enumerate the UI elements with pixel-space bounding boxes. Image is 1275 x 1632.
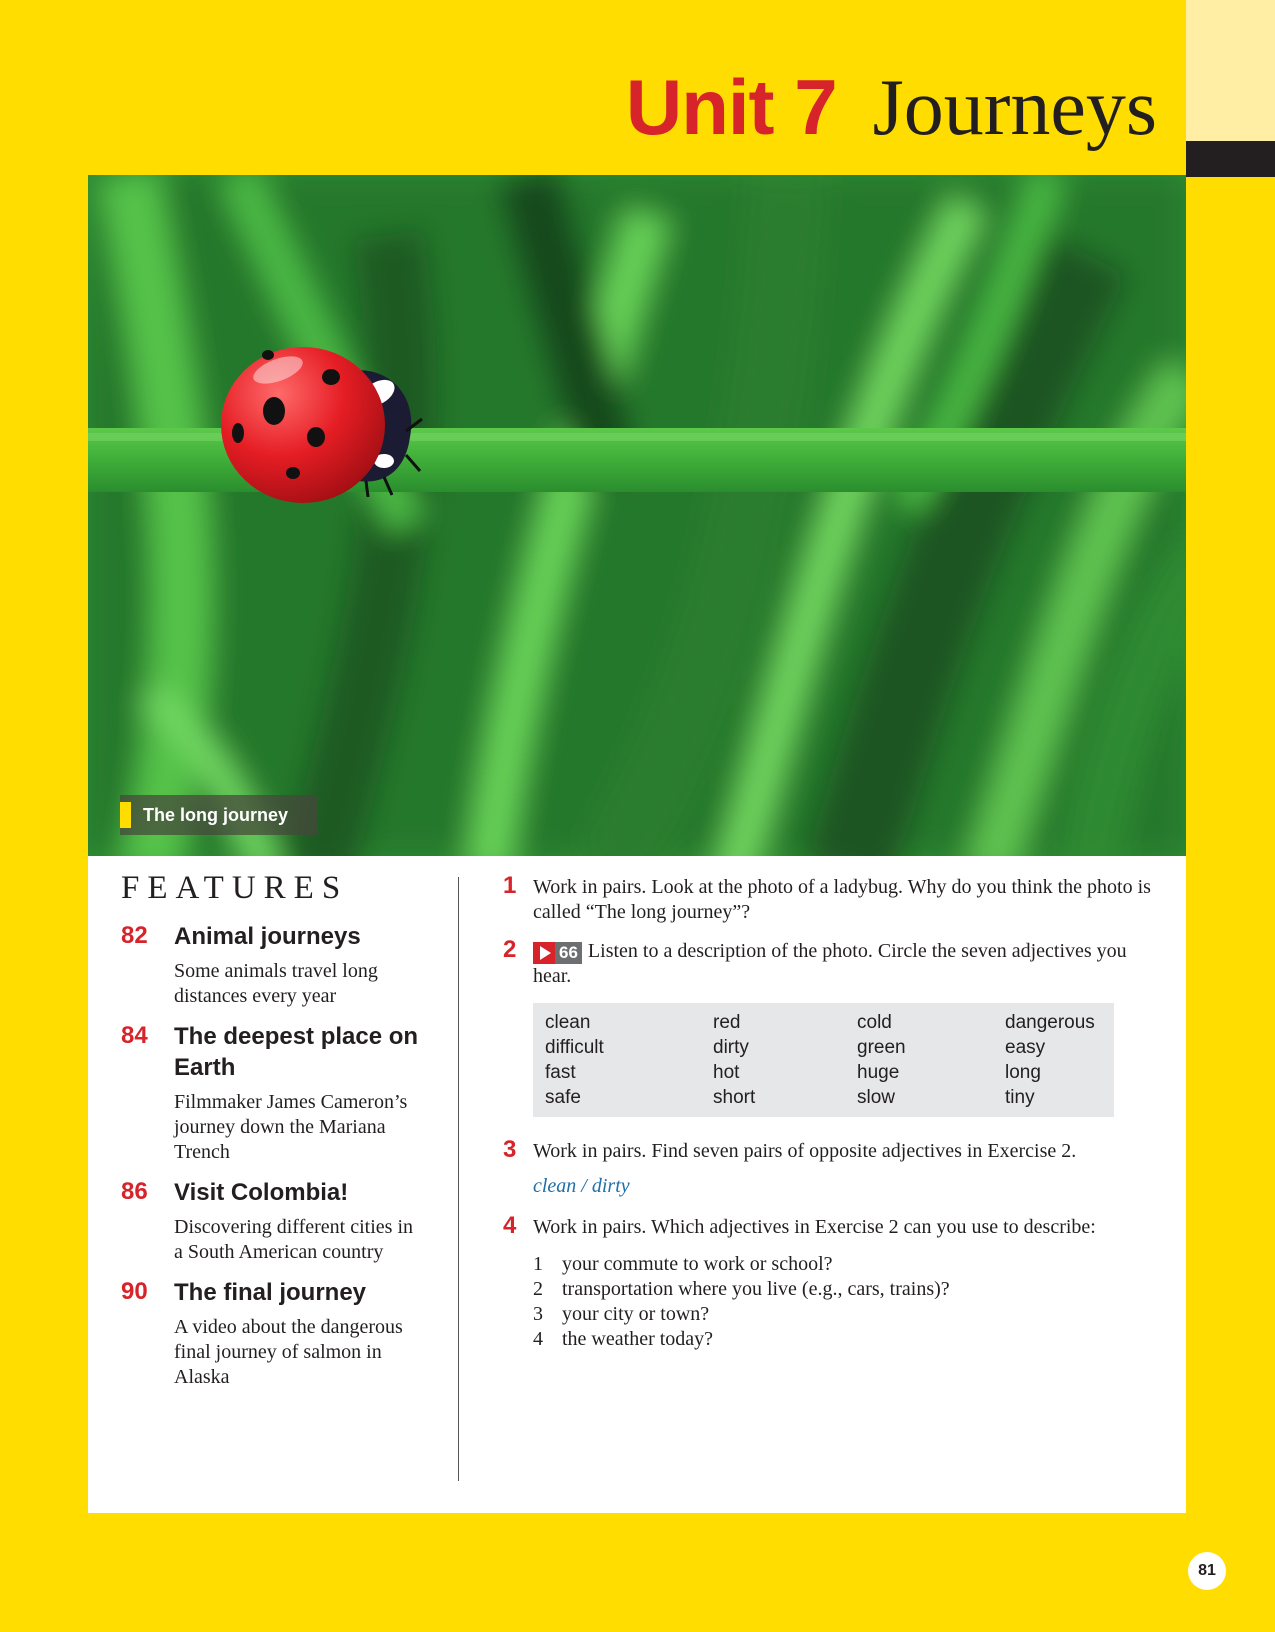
adjective-word[interactable]: slow [857,1087,896,1108]
list-item-text: transportation where you live (e.g., cars, trains)? [562,1278,950,1300]
adjective-word[interactable]: hot [713,1062,740,1083]
adjective-word[interactable]: huge [857,1062,900,1083]
list-item [533,1252,1153,1277]
exercise-number: 2 [503,936,517,963]
adjective-word[interactable]: dangerous [1005,1012,1095,1033]
ladybug-photo [88,175,1186,856]
exercise-3 [503,1136,1153,1199]
feature-page: 90 [121,1278,148,1305]
features-column [121,870,421,1390]
caption-text: The long journey [143,804,289,825]
feature-page: 82 [121,922,148,949]
adjective-word[interactable]: cold [857,1012,892,1033]
exercise-number: 1 [503,872,517,899]
unit-name: Journeys [872,64,1157,152]
feature-description: A video about the dangerous final journey of salmon in Alaska [174,1316,403,1388]
exercise-text: Work in pairs. Look at the photo of a ladybug. Why do you think the photo is called “The long journey”? [533,876,1151,923]
feature-item[interactable] [121,1177,421,1265]
list-item [533,1302,1153,1327]
list-item-text: the weather today? [562,1328,714,1350]
ladybug-illustration [88,175,1186,856]
page-number: 81 [1188,1552,1226,1590]
exercises-column [503,872,1153,1366]
content-panel [88,856,1186,1513]
feature-item[interactable] [121,1277,421,1390]
exercise-example: clean / dirty [533,1175,630,1197]
photo-caption [120,795,318,835]
adjective-word[interactable]: clean [545,1012,591,1033]
adjective-word[interactable]: dirty [713,1037,749,1058]
feature-item[interactable] [121,1021,421,1165]
feature-description: Filmmaker James Cameron’s journey down the Mariana Trench [174,1091,408,1163]
exercise-number: 4 [503,1212,517,1239]
adjective-word[interactable]: easy [1005,1037,1046,1058]
exercise-1 [503,872,1153,925]
edge-tab-dark [1186,141,1275,177]
adjective-word[interactable]: difficult [545,1037,604,1058]
list-item-number: 1 [533,1253,543,1275]
adjective-word[interactable]: red [713,1012,741,1033]
exercise-text: Work in pairs. Which adjectives in Exercise 2 can you use to describe: [533,1216,1096,1238]
list-item-number: 3 [533,1303,543,1325]
list-item-number: 4 [533,1328,543,1350]
feature-description: Discovering different cities in a South American country [174,1216,414,1263]
exercise-4 [503,1212,1153,1352]
list-item [533,1277,1153,1302]
edge-tab-light [1186,0,1275,141]
audio-track-button[interactable] [533,942,582,964]
adjective-word[interactable]: safe [545,1087,581,1108]
features-heading: FEATURES [121,870,349,906]
adjective-word[interactable]: tiny [1005,1087,1035,1108]
feature-page: 84 [121,1022,148,1049]
feature-description: Some animals travel long distances every year [174,960,378,1007]
adjective-word[interactable]: fast [545,1062,576,1083]
adjective-word[interactable]: short [713,1087,756,1108]
feature-page: 86 [121,1178,148,1205]
unit-number: Unit 7 [625,63,837,151]
track-number: 66 [555,942,582,964]
exercise-text: Work in pairs. Find seven pairs of opposite adjectives in Exercise 2. [533,1140,1077,1162]
exercise-text: Listen to a description of the photo. Circle the seven adjectives you hear. [533,940,1127,987]
list-item [533,1327,1153,1352]
feature-title: Visit Colombia! [174,1179,349,1206]
feature-item[interactable] [121,921,421,1009]
question-list [533,1252,1153,1352]
feature-title: Animal journeys [174,923,361,950]
list-item-number: 2 [533,1278,543,1300]
list-item-text: your city or town? [562,1303,710,1325]
adjective-box [533,1003,1114,1117]
unit-title [626,62,1157,154]
adjective-word[interactable]: long [1005,1062,1041,1083]
exercise-2 [503,936,1153,989]
list-item-text: your commute to work or school? [562,1253,833,1275]
feature-title: The deepest place on Earth [174,1023,419,1081]
exercise-number: 3 [503,1136,517,1163]
caption-accent-bar [120,802,131,828]
column-divider [458,877,459,1481]
play-icon [533,942,555,964]
adjective-word[interactable]: green [857,1037,906,1058]
feature-title: The final journey [174,1279,367,1306]
